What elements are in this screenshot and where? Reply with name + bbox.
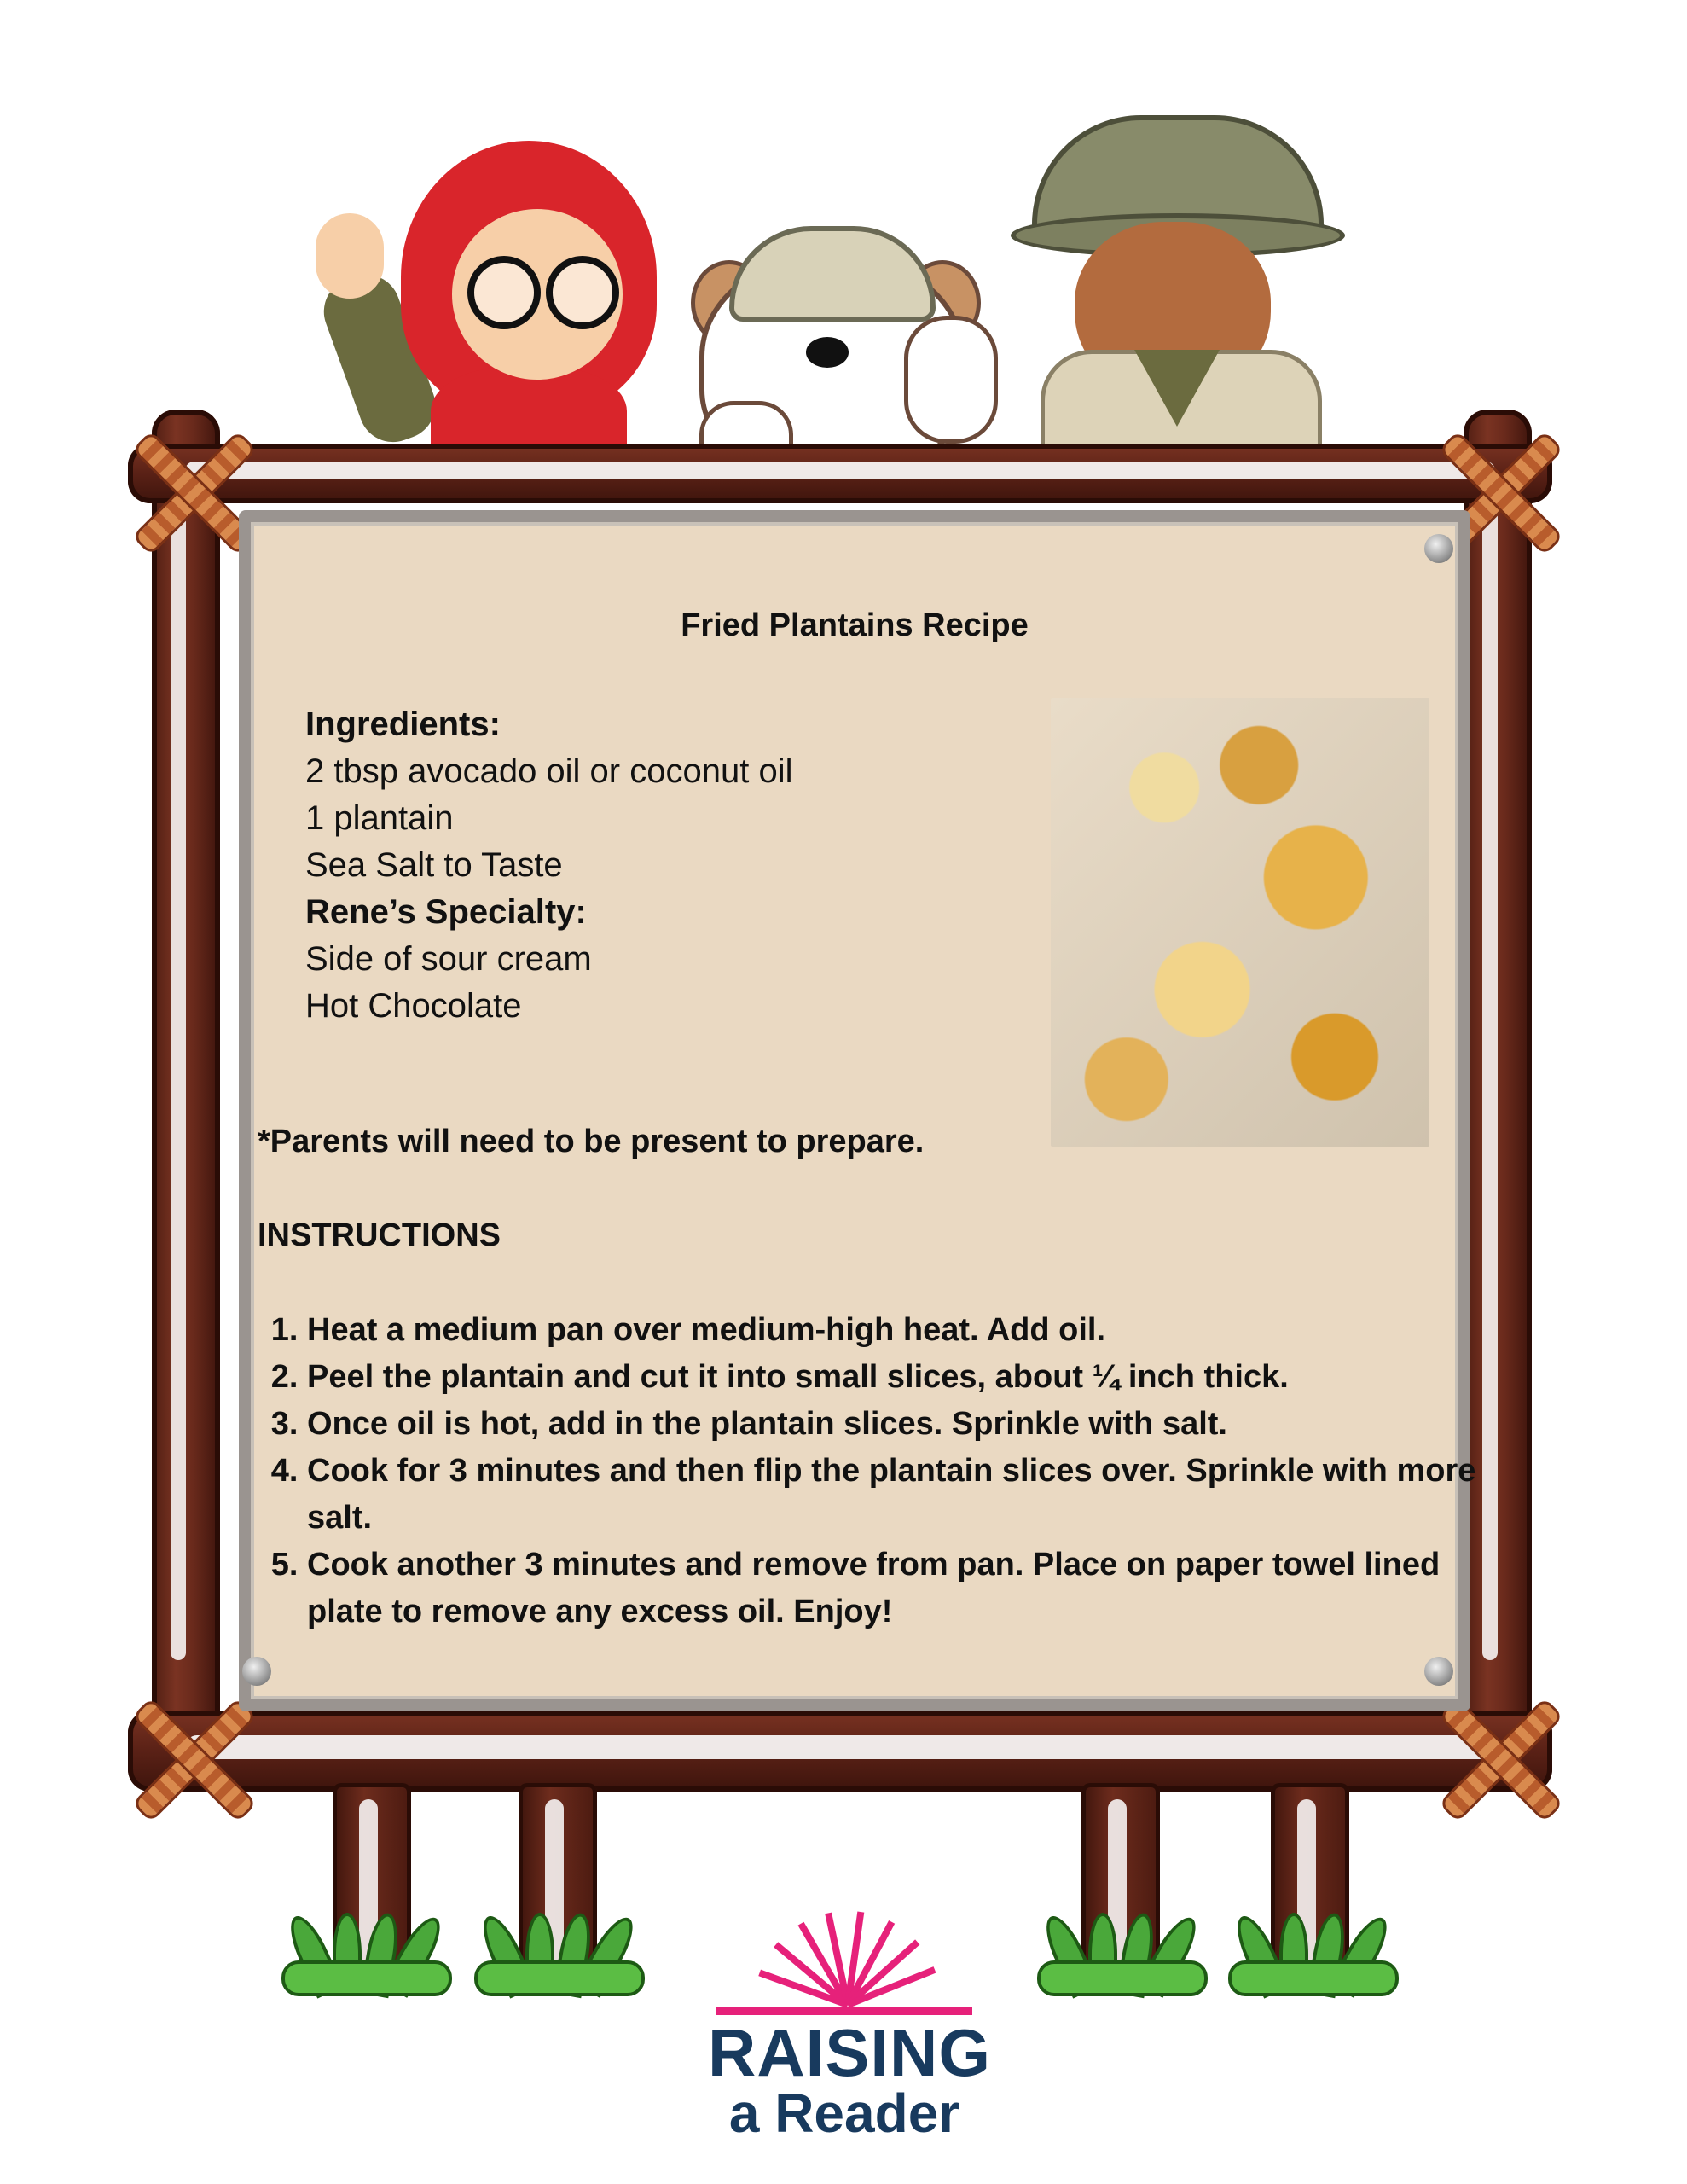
instruction-steps (258, 1307, 1484, 1635)
instructions-heading: INSTRUCTIONS (258, 1217, 501, 1253)
ingredient-item: Sea Salt to Taste (305, 846, 563, 884)
rope-knot-bottom-left (128, 1693, 256, 1821)
instruction-step: 1. Heat a medium pan over medium-high heat. Add oil. (307, 1307, 1484, 1354)
parents-note: *Parents will need to be present to prepare. (258, 1124, 925, 1159)
instruction-step: 5. Cook another 3 minutes and remove from pan. Place on paper towel lined plate to remove any excess oil. Enjoy! (307, 1542, 1484, 1635)
specialty-item: Side of sour cream (305, 940, 592, 978)
rope-knot-bottom-right (1435, 1693, 1562, 1821)
screw-icon (1424, 1657, 1453, 1686)
grass-tuft-4 (1228, 1911, 1399, 1996)
grass-tuft-2 (474, 1911, 645, 1996)
logo-text-line1: RAISING (708, 2015, 992, 2090)
logo-text-line2: a Reader (728, 2082, 960, 2144)
instruction-step: 2. Peel the plantain and cut it into small slices, about ¼ inch thick. (307, 1354, 1484, 1401)
instruction-step: 3. Once oil is hot, add in the plantain slices. Sprinkle with salt. (307, 1401, 1484, 1448)
ingredients-block (305, 701, 792, 1030)
frame-top-beam (128, 444, 1552, 503)
frame-left-post (152, 410, 220, 1740)
rope-knot-top-left (128, 427, 256, 555)
fried-plantains-photo (1051, 698, 1429, 1147)
recipe-board (239, 510, 1476, 1711)
ingredient-item: 2 tbsp avocado oil or coconut oil (305, 752, 793, 790)
grass-tuft-1 (281, 1911, 452, 1996)
raising-a-reader-logo (708, 1817, 992, 2144)
screw-icon (242, 1657, 271, 1686)
frame-bottom-beam (128, 1711, 1552, 1792)
screw-icon (1424, 534, 1453, 563)
specialty-heading: Rene’s Specialty: (305, 893, 587, 931)
grass-tuft-3 (1037, 1911, 1208, 1996)
instruction-step: 4. Cook for 3 minutes and then flip the plantain slices over. Sprinkle with more salt. (307, 1448, 1484, 1542)
ingredient-item: 1 plantain (305, 799, 454, 837)
specialty-item: Hot Chocolate (305, 987, 522, 1025)
recipe-title: Fried Plantains Recipe (681, 607, 1029, 643)
ingredients-heading: Ingredients: (305, 706, 501, 743)
